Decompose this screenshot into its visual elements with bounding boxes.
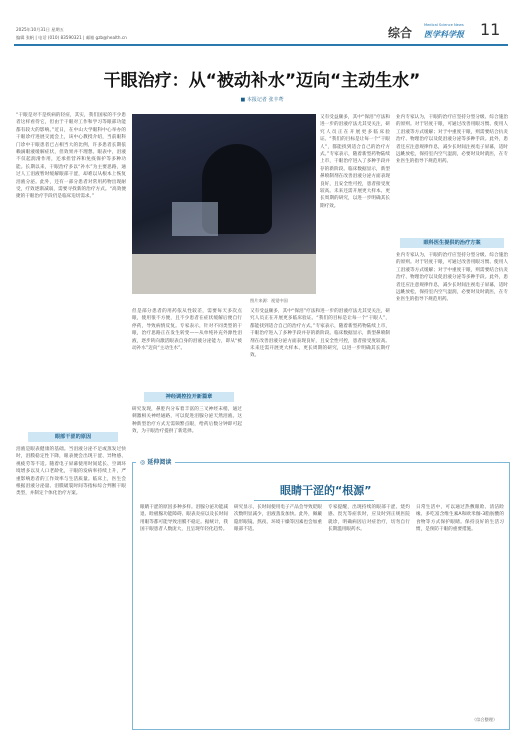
- subhead-neuro: 神经调控拉开新篇章: [144, 392, 234, 402]
- article-col2: 但是部分患者的用药依从性较差，需要每天多次点眼，使用很不方便，且不少患者在症状缓解后便自行停药，导致病情反复。专家表示，针对不同类型的干眼，治疗思路正在发生转变——从单纯补充外源性泪液，逐步转向激活眼表自身的泪液分泌能力，即从“被动补水”迈向“主动生水”。: [132, 309, 242, 352]
- article-col1: “干眼是对不是疾病的轻症，其实，我们国家的不少患者这样看待它，但由于干眼对工作和学习等眼部功能都有较大的影响。”近日，在中山大学眼科中心举办的干眼诊疗进展交流会上，该中心教授介绍，当前眼科门诊中干眼患者已占相当大的比例，许多患者长期依赖滴眼液缓解症状，但效果并不理想。眼表中，泪液不仅起润滑作用，还承担营养和免疫保护等多种功能。长期以来，干眼治疗多以“补水”为主要思路，通过人工泪液暂时缓解眼部干涩，却难以从根本上恢复泪液分泌。此外，还有一部分患者对常用药物出现耐受，疗效逐渐减弱，需要寻找新的治疗方式。“高效便捷的干眼治疗手段仍是临床迫切需求。”: [16, 113, 126, 200]
- column-col3: 专家提醒，出现持续的眼部干涩、烧灼感、畏光等症状时，应及时到正规医院就诊，明确病因后对症治疗，切勿自行长期滥用眼药水。: [328, 505, 410, 533]
- column-title-rule-left: [254, 500, 374, 501]
- column-tag-icon: ◎: [140, 459, 146, 466]
- byline-star-icon: ■: [240, 97, 246, 103]
- column-tag: [136, 457, 175, 466]
- article-title: 干眼治疗：从“被动补水”迈向“主动生水”: [103, 71, 421, 91]
- subhead-causes: 眼部干涩的原因: [28, 432, 118, 442]
- section-name: 综合: [388, 26, 413, 40]
- photo-caption: 图片来源：视觉中国: [250, 298, 288, 303]
- article-col4: 业内专家认为，干眼的治疗应坚持分型分级、综合施治的原则。对于轻度干眼，可通过改善用眼习惯、使用人工泪液等方式缓解；对于中重度干眼，则需要结合抗炎治疗、物理治疗以及促泪液分泌等多种手段。此外，患者还应注意规律作息，减少长时间注视电子屏幕，适时远眺放松，保持室内空气湿润，必要时及时就医，在专业医生的指导下规范用药。: [396, 115, 508, 165]
- photo-screen-glow: [172, 202, 218, 236]
- column-col1: 眼睛干涩的原因多种多样。泪腺分泌功能减退、睑板腺功能障碍、眼表炎症以及长时间用眼等都可能导致泪膜不稳定。据统计，我国干眼患者人数庞大，且呈现年轻化趋势。: [140, 505, 228, 533]
- column-tag-text: 延伸阅读: [147, 459, 172, 466]
- column-tag-rule: [182, 462, 508, 463]
- article-col2b: 研究发现，鼻腔内分布着丰富的三叉神经末梢，通过刺激相关神经通路，可以促进泪腺分泌天然泪液。这种新型治疗方式无需频繁点眼，给药后数分钟即可起效，为干眼治疗提供了新选择。: [132, 407, 242, 435]
- byline: [0, 96, 524, 103]
- subhead-plan: 眼科医生提供的治疗方案: [400, 238, 504, 248]
- editor-info: 编辑 张帆 | 电话 (010) 83590321 | 邮箱 gzb@health.cn: [16, 35, 127, 40]
- article-col1b: 泪液是眼表健康的基础。当泪液分泌不足或蒸发过快时，泪膜稳定性下降，眼表便会出现干涩、异物感、视疲劳等不适。随着电子屏幕使用时间延长、空调环境增多以及人口老龄化，干眼的发病率持续上升，严重影响患者的工作效率与生活质量。临床上，医生会根据泪液分泌量、泪膜破裂时间等指标综合判断干眼类型，并制定个体化治疗方案。: [16, 447, 126, 497]
- column-col4: 日常生活中，可以通过热敷眼睑、清洁睑缘、多吃富含维生素A和欧米伽-3脂肪酸的食物等方式保护眼睛。保持良好的生活习惯，是预防干眼的重要措施。: [416, 505, 504, 533]
- header-rule: [14, 44, 508, 46]
- article-col3-lower: 又有受益颇多，其中“保泪”疗法和进一步的泪液疗法尤其受关注，研究人员正在开展更多临床验证。“我们的目标是让每一个“干眼人”，都能找到适合自己的治疗方式。”专家表示，随着新型药物陆续上市，干眼治疗进入了多种手段并存的新阶段。临床数据显示，新型鼻喷制剂在改善泪液分泌方面表现良好，且安全性可控，患者接受度较高。未来还需开展更大样本、更长周期的研究，以进一步明确其长期疗效。: [250, 309, 390, 359]
- column-footer: （综合整理）: [472, 717, 498, 722]
- column-col2: 研究显示，长时间使用电子产品会导致眨眼次数明显减少，泪液蒸发加快。此外，佩戴隐形眼镜、熬夜、环境干燥等因素也会加重眼部不适。: [234, 505, 322, 533]
- paper-brand: 医学科学报: [424, 30, 464, 39]
- article-photo: [132, 114, 316, 294]
- page-number: 11: [480, 20, 501, 39]
- byline-text: 本报记者 张丰鸢: [246, 97, 284, 103]
- photo-desk: [132, 254, 316, 294]
- article-col3-upper: 又有受益颇多，其中“保泪”疗法和进一步的泪液疗法尤其受关注，研究人员正在开展更多临床验证。“我们的目标是让每一个“干眼人”，都能找到适合自己的治疗方式。”专家表示，随着新型药物陆续上市，干眼治疗进入了多种手段并存的新阶段。临床数据显示，新型鼻喷制剂在改善泪液分泌方面表现良好，且安全性可控，患者接受度较高。未来还需开展更大样本、更长周期的研究，以进一步明确其长期疗效。: [320, 115, 390, 209]
- paper-brand-en: Medical Science News: [424, 23, 464, 27]
- article-col4b: 业内专家认为，干眼的治疗应坚持分型分级、综合施治的原则。对于轻度干眼，可通过改善用眼习惯、使用人工泪液等方式缓解；对于中重度干眼，则需要结合抗炎治疗、物理治疗以及促泪液分泌等多种手段。此外，患者还应注意规律作息，减少长时间注视电子屏幕，适时远眺放松，保持室内空气湿润，必要时及时就医，在专业医生的指导下规范用药。: [396, 253, 508, 303]
- column-title: 眼睛干涩的“根源”: [280, 484, 372, 497]
- issue-date: 2025年10月31日 星期五: [16, 27, 64, 32]
